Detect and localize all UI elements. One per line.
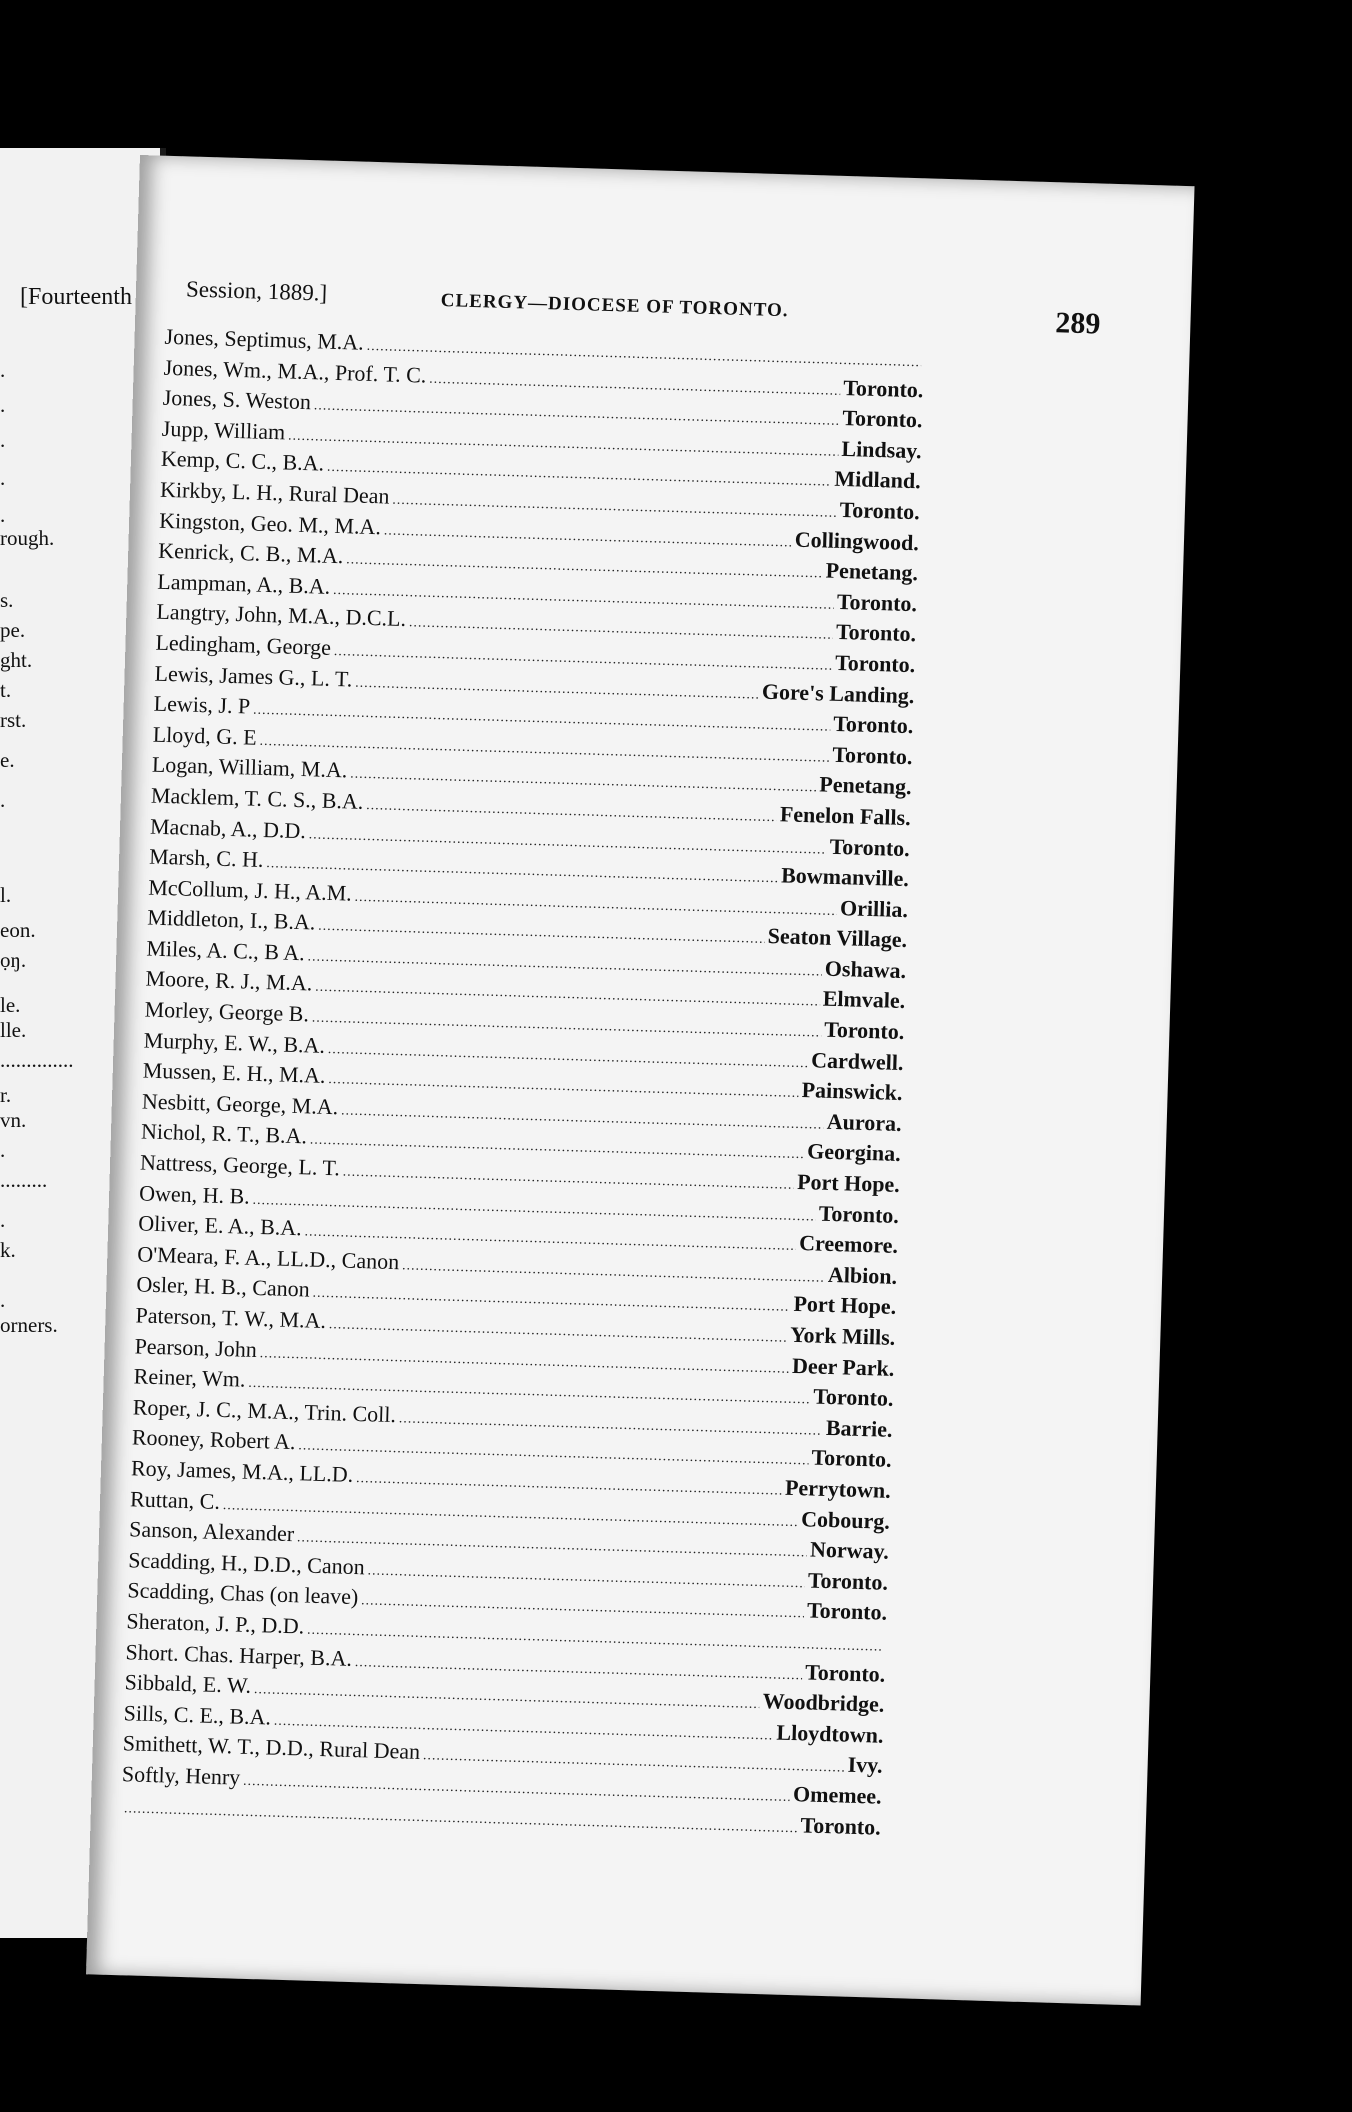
left-page-text-fragment: s.	[0, 588, 14, 612]
left-page-text-fragment: ght.	[0, 648, 33, 672]
clergy-name: Osler, H. B., Canon	[136, 1271, 311, 1302]
clergy-name: Paterson, T. W., M.A.	[135, 1302, 327, 1334]
left-page-text-fragment: vn.	[0, 1108, 27, 1132]
clergy-location: Toronto.	[839, 496, 921, 525]
clergy-name: Sibbald, E. W.	[124, 1669, 252, 1699]
clergy-location: Fenelon Falls.	[779, 801, 912, 831]
clergy-location: Toronto.	[836, 588, 918, 616]
clergy-name: Sheraton, J. P., D.D.	[126, 1608, 305, 1639]
clergy-name: Morley, George B.	[144, 996, 310, 1027]
left-page-text-fragment: r.	[0, 1083, 12, 1107]
left-page-text-fragment: orners.	[0, 1313, 58, 1337]
clergy-location: Elmvale.	[822, 986, 906, 1014]
clergy-name: Macnab, A., D.D.	[149, 813, 307, 843]
clergy-location: Toronto.	[835, 619, 917, 647]
clergy-location: Penetang.	[825, 557, 919, 586]
left-page-text-fragment: k.	[0, 1238, 16, 1262]
clergy-location: Omemee.	[792, 1781, 883, 1809]
left-page-text-fragment: e.	[0, 748, 15, 772]
clergy-name: Short. Chas. Harper, B.A.	[125, 1638, 353, 1671]
left-page-header: [Fourteenth	[20, 284, 132, 310]
clergy-location: Deer Park.	[791, 1352, 895, 1381]
clergy-location: Orillia.	[839, 894, 909, 922]
clergy-location: Toronto.	[834, 649, 916, 678]
clergy-name: Owen, H. B.	[138, 1180, 251, 1209]
left-page-text-fragment: .........	[0, 1168, 48, 1192]
clergy-location: Toronto.	[818, 1200, 900, 1228]
page-number: 289	[1054, 306, 1101, 341]
clergy-name: Lewis, James G., L. T.	[154, 660, 353, 692]
clergy-location: Penetang.	[818, 771, 912, 800]
clergy-name: Scadding, Chas (on leave)	[127, 1577, 359, 1610]
clergy-location: Toronto.	[832, 741, 913, 769]
clergy-location: Midland.	[834, 466, 922, 494]
left-page-text-fragment: t.	[0, 678, 12, 702]
left-page-text-fragment: .	[0, 1288, 6, 1312]
clergy-list	[121, 324, 925, 1845]
clergy-name: Langtry, John, M.A., D.C.L.	[156, 599, 407, 632]
clergy-name: Reiner, Wm.	[133, 1363, 246, 1392]
left-page-text-fragment: .	[0, 1138, 6, 1162]
clergy-location: Port Hope.	[793, 1291, 897, 1320]
clergy-name: Marsh, C. H.	[148, 843, 264, 873]
clergy-name: Kemp, C. C., B.A.	[160, 446, 325, 476]
clergy-name: Moore, R. J., M.A.	[145, 966, 313, 996]
clergy-location: Lloydtown.	[776, 1719, 884, 1748]
clergy-name: Jupp, William	[161, 415, 286, 445]
clergy-name: Lewis, J. P	[153, 690, 251, 719]
left-page-text-fragment: .	[0, 428, 6, 452]
clergy-name: Murphy, E. W., B.A.	[143, 1027, 326, 1058]
clergy-location: Woodbridge.	[762, 1688, 885, 1717]
clergy-location: Painswick.	[801, 1077, 903, 1106]
clergy-location: Oshawa.	[824, 955, 907, 983]
clergy-name: Ruttan, C.	[129, 1485, 221, 1514]
clergy-name: Jones, Septimus, M.A.	[164, 323, 365, 355]
clergy-location: Ivy.	[847, 1752, 883, 1779]
clergy-location: Lindsay.	[841, 435, 922, 464]
left-page-text-fragment: le.	[0, 993, 21, 1017]
clergy-location: Georgina.	[806, 1138, 902, 1167]
left-page-text-fragment: eon.	[0, 918, 36, 942]
clergy-location: Toronto.	[842, 374, 924, 402]
clergy-location: Toronto.	[832, 710, 914, 739]
clergy-location: Gore's Landing.	[761, 678, 915, 708]
left-page-text-fragment: .	[0, 1208, 6, 1232]
clergy-location: Port Hope.	[796, 1168, 901, 1198]
clergy-name: Rooney, Robert A.	[131, 1424, 296, 1455]
clergy-name: Miles, A. C., B A.	[146, 935, 306, 966]
left-page-text-fragment: .	[0, 788, 6, 812]
clergy-location: Albion.	[827, 1261, 898, 1289]
clergy-name: Kenrick, C. B., M.A.	[157, 537, 344, 569]
clergy-name: Lampman, A., B.A.	[157, 568, 331, 599]
left-page-text-fragment: lle.	[0, 1018, 27, 1042]
left-page-text-fragment: pe.	[0, 618, 26, 642]
clergy-location: Toronto.	[811, 1444, 892, 1473]
clergy-location: Cobourg.	[800, 1505, 891, 1534]
clergy-name: Sanson, Alexander	[128, 1516, 295, 1547]
clergy-location: York Mills.	[789, 1321, 896, 1350]
clergy-name: Lloyd, G. E	[152, 721, 258, 750]
clergy-name: Nesbitt, George, M.A.	[141, 1088, 339, 1120]
left-page-text-fragment: ọŋ.	[0, 948, 27, 972]
clergy-name: Mussen, E. H., M.A.	[142, 1057, 326, 1089]
clergy-location: Norway.	[809, 1536, 890, 1564]
clergy-location: Bowmanville.	[780, 862, 910, 892]
left-page-text-fragment: rough.	[0, 526, 55, 550]
clergy-location: Toronto.	[804, 1658, 886, 1687]
left-page-text-fragment: l.	[0, 883, 12, 907]
clergy-name: McCollum, J. H., A.M.	[147, 874, 353, 906]
left-page-text-fragment: .	[0, 466, 6, 490]
clergy-location: Perrytown.	[784, 1474, 892, 1503]
clergy-name: Pearson, John	[134, 1332, 258, 1362]
clergy-location: Toronto.	[842, 405, 923, 433]
clergy-name: Softly, Henry	[121, 1761, 241, 1790]
clergy-name: Roper, J. C., M.A., Trin. Coll.	[132, 1394, 397, 1427]
clergy-location: Cardwell.	[810, 1046, 904, 1075]
clergy-location: Aurora.	[826, 1108, 902, 1136]
clergy-name: Sills, C. E., B.A.	[123, 1699, 272, 1730]
clergy-name: O'Meara, F. A., LL.D., Canon	[137, 1241, 400, 1274]
left-page-text-fragment: .	[0, 358, 6, 382]
clergy-name: Nattress, George, L. T.	[139, 1149, 341, 1181]
clergy-location: Seaton Village.	[767, 923, 908, 953]
session-label: Session, 1889.]	[185, 276, 328, 306]
clergy-name: Ledingham, George	[155, 629, 332, 660]
left-page-text-fragment: ..............	[0, 1048, 74, 1072]
clergy-location: Toronto.	[800, 1811, 882, 1840]
clergy-name: Oliver, E. A., B.A.	[137, 1210, 303, 1241]
clergy-name: Nichol, R. T., B.A.	[140, 1118, 308, 1149]
clergy-name: Kirkby, L. H., Rural Dean	[159, 476, 390, 509]
clergy-location: Toronto.	[807, 1567, 889, 1595]
clergy-location: Barrie.	[825, 1414, 893, 1442]
clergy-location: Creemore.	[798, 1230, 899, 1259]
left-page-text-fragment: .	[0, 393, 6, 417]
right-page	[86, 155, 1195, 2005]
clergy-name: Macklem, T. C. S., B.A.	[150, 782, 364, 814]
clergy-name: Roy, James, M.A., LL.D.	[130, 1455, 354, 1487]
clergy-name: Logan, William, M.A.	[151, 751, 348, 783]
clergy-location: Toronto.	[806, 1597, 888, 1626]
clergy-location: Toronto.	[829, 833, 911, 861]
clergy-location: Toronto.	[823, 1016, 905, 1045]
clergy-location: Toronto.	[813, 1383, 894, 1412]
clergy-name: Smithett, W. T., D.D., Rural Dean	[122, 1730, 421, 1765]
left-page-text-fragment: rst.	[0, 708, 27, 732]
clergy-name: Scadding, H., D.D., Canon	[127, 1547, 366, 1580]
page-title: CLERGY—DIOCESE OF TORONTO.	[440, 289, 789, 322]
left-page-text-fragment: .	[0, 503, 6, 527]
clergy-name: Jones, Wm., M.A., Prof. T. C.	[163, 354, 427, 388]
clergy-name: Middleton, I., B.A.	[147, 904, 316, 935]
clergy-name: Jones, S. Weston	[162, 384, 312, 415]
clergy-location: Collingwood.	[794, 526, 920, 555]
clergy-name: Kingston, Geo. M., M.A.	[158, 507, 382, 539]
